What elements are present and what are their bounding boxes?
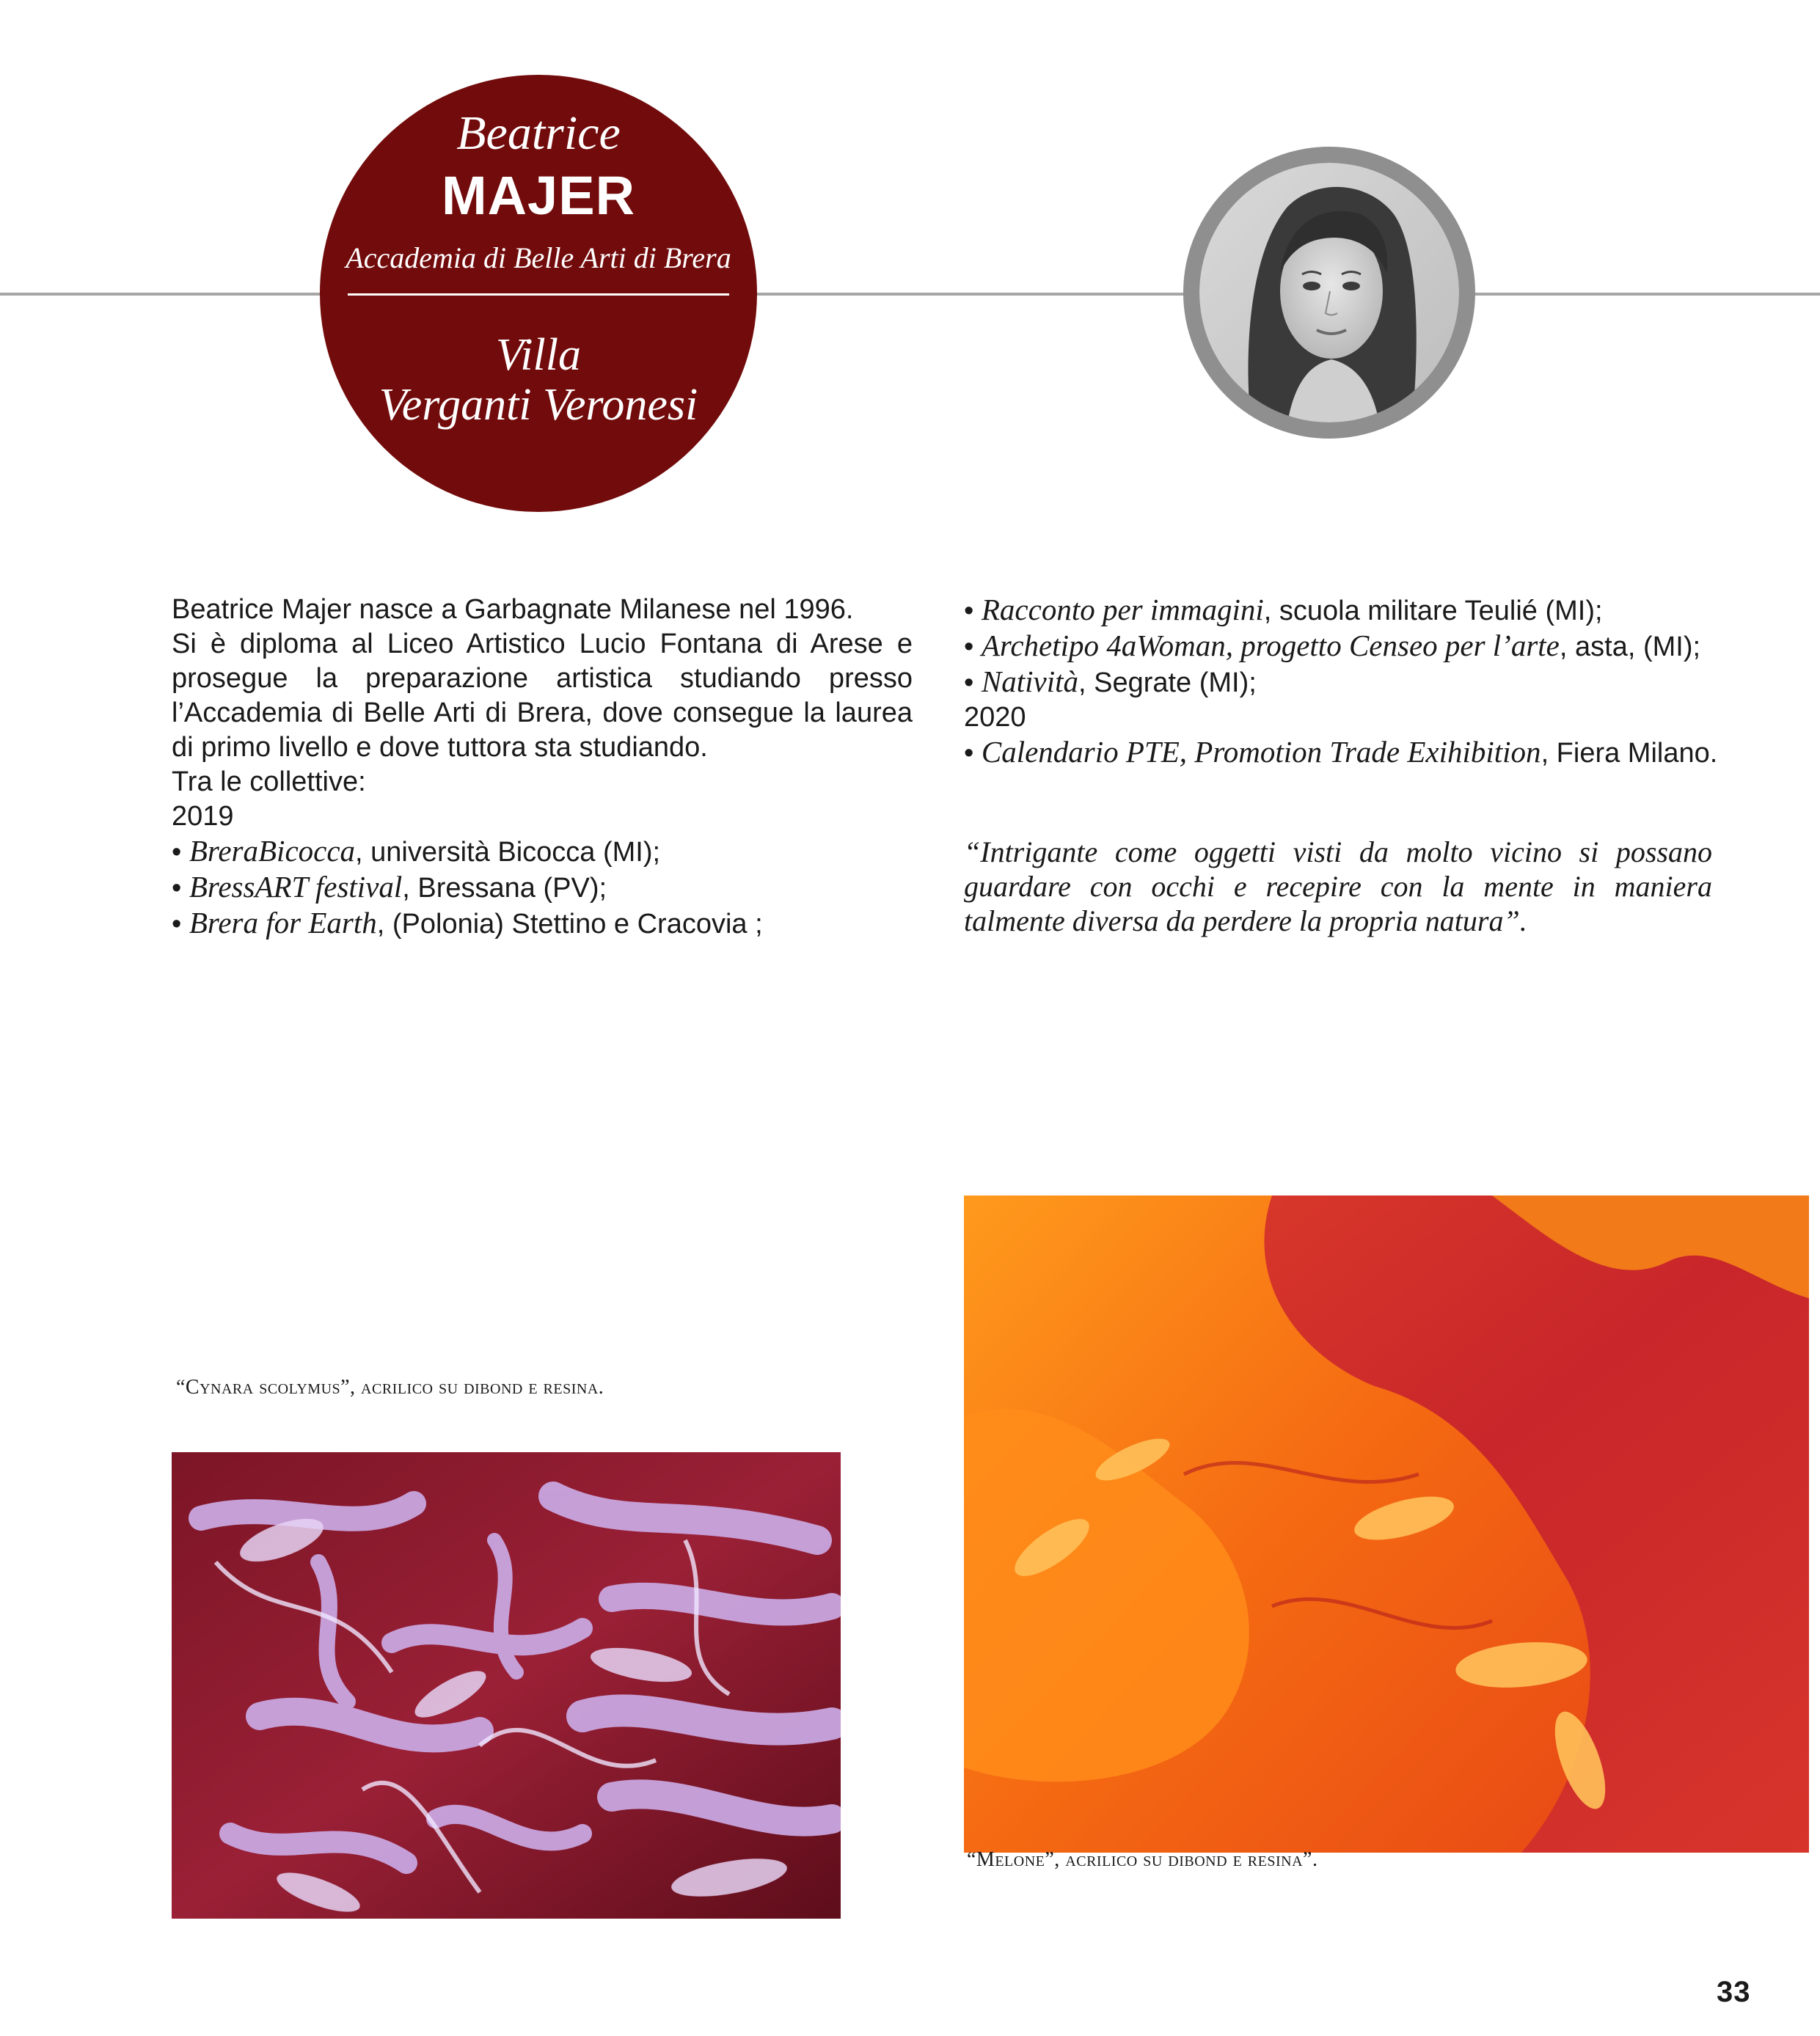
artist-portrait: [1183, 147, 1475, 439]
show-item: • Archetipo 4aWoman, progetto Censeo per l’arte, asta, (MI);: [964, 629, 1701, 662]
bio-column-left: [172, 593, 913, 942]
venue-name: [320, 330, 757, 430]
year-2020-label: 2020: [964, 702, 1026, 733]
artwork-cynara-image: [172, 1452, 841, 1919]
page-number: 33: [1717, 1976, 1751, 2008]
artist-quote: “Intrigante come oggetti visti da molto vicino si possano guardare con occhi e recepire con la mente in maniera talmente diversa da perdere la propria natura”.: [964, 835, 1712, 937]
collective-intro: Tra le collettive:: [172, 766, 366, 797]
bio-intro: Beatrice Majer nasce a Garbagnate Milanese nel 1996.: [172, 594, 854, 625]
header-rule: [0, 293, 1820, 296]
show-item: • BreraBicocca, università Bicocca (MI);: [172, 834, 661, 868]
show-item: • Brera for Earth, (Polonia) Stettino e Cracovia ;: [172, 906, 763, 940]
artist-last-name: MAJER: [441, 165, 636, 226]
show-item: • Natività, Segrate (MI);: [964, 664, 1257, 698]
bio-paragraph: Si è diploma al Liceo Artistico Lucio Fontana di Arese e prosegue la preparazione artistica studiando presso l’Accademia di Belle Arti di Brera, dove consegue la laurea di primo livello e dove tuttora sta studiando.: [172, 629, 913, 763]
artist-badge: [320, 75, 757, 512]
badge-divider: [348, 293, 729, 296]
artwork-caption-cynara: “Cynara scolymus”, acrilico su dibond e resina.: [176, 1376, 604, 1399]
bio-column-right: [964, 593, 1778, 771]
year-2019-label: 2019: [172, 801, 234, 832]
show-item: • Racconto per immagini, scuola militare Teulié (MI);: [964, 593, 1603, 626]
show-item: • BressART festival, Bressana (PV);: [172, 870, 607, 904]
venue-line-2: Verganti Veronesi: [379, 380, 698, 430]
artwork-caption-melone: “Melone”, acrilico su dibond e resina”.: [967, 1848, 1318, 1871]
artist-school: Accademia di Belle Arti di Brera: [346, 241, 731, 274]
show-item: • Calendario PTE, Promotion Trade Exihibition, Fiera Milano.: [964, 735, 1718, 769]
venue-line-1: Villa: [496, 330, 581, 380]
artwork-melone-image: [964, 1195, 1809, 1853]
artist-first-name: Beatrice: [456, 106, 621, 160]
